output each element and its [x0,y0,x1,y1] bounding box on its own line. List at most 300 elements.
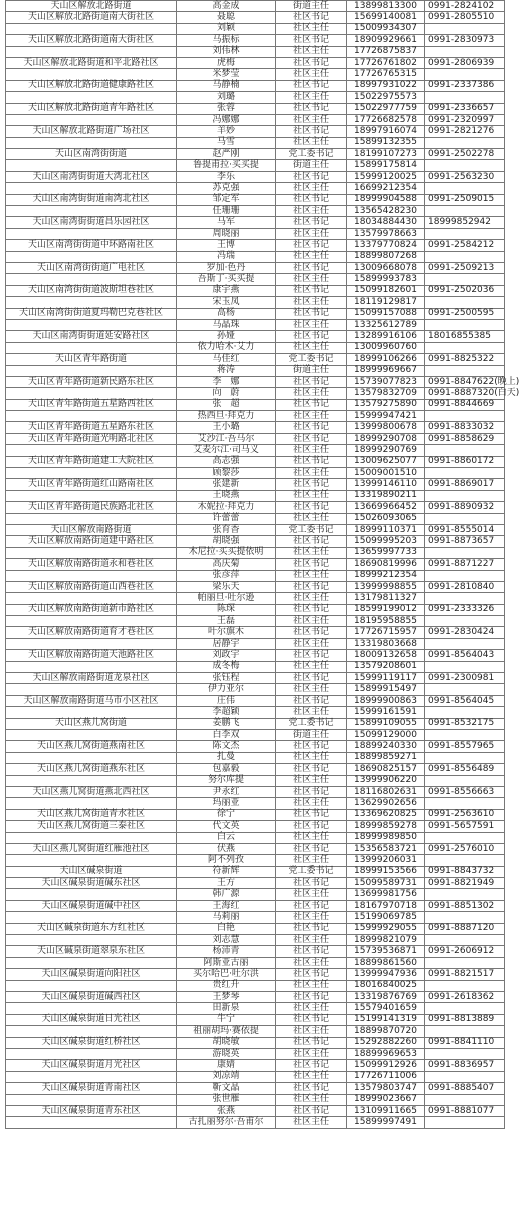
mobile-phone-cell: 13669966452 [347,502,425,513]
table-row [6,137,505,148]
office-phone-cell [425,980,505,991]
position-cell: 社区主任 [276,661,347,672]
office-phone-cell [425,1003,505,1014]
office-phone-cell [425,183,505,194]
office-phone-cell [425,935,505,946]
unit-name-cell [6,513,177,524]
office-phone-cell: 0991-8873657 [425,536,505,547]
person-name-cell: 艾沙江·吾马尔 [177,433,276,444]
mobile-phone-cell: 13579978663 [347,228,425,239]
office-phone-cell: 0991-2584212 [425,240,505,251]
person-name-cell: 高庆菊 [177,559,276,570]
table-row [6,365,505,376]
person-name-cell: 热西旦·拜克力 [177,411,276,422]
person-name-cell: 祖丽胡玛·赛依提 [177,1026,276,1037]
table-row [6,12,505,23]
contact-table [5,0,519,1129]
person-name-cell: 王磊 [177,616,276,627]
position-cell: 社区书记 [276,1060,347,1071]
position-cell: 党工委书记 [276,524,347,535]
person-name-cell: 张彦萍 [177,570,276,581]
office-phone-cell: 0991-8871227 [425,559,505,570]
mobile-phone-cell: 18999212354 [347,570,425,581]
table-row [6,832,505,843]
unit-name-cell [6,1117,177,1128]
table-row [6,650,505,661]
office-phone-cell: 0991-8841110 [425,1037,505,1048]
mobile-phone-cell: 18899861560 [347,957,425,968]
unit-name-cell: 天山区解放北路街道南大街社区 [6,12,177,23]
mobile-phone-cell: 18899807268 [347,251,425,262]
office-phone-cell [425,251,505,262]
position-cell: 社区主任 [276,388,347,399]
office-phone-cell [425,206,505,217]
position-cell: 社区书记 [276,103,347,114]
mobile-phone-cell: 18999904588 [347,194,425,205]
table-row [6,798,505,809]
office-phone-cell [425,798,505,809]
unit-name-cell [6,1003,177,1014]
office-phone-cell: 0991-2810840 [425,581,505,592]
position-cell: 社区主任 [276,1048,347,1059]
position-cell: 社区书记 [276,422,347,433]
position-cell: 社区书记 [276,80,347,91]
table-row [6,126,505,137]
position-cell: 社区书记 [276,764,347,775]
mobile-phone-cell: 18690825157 [347,764,425,775]
unit-name-cell: 天山区解放南路街道天池路社区 [6,650,177,661]
position-cell: 社区主任 [276,1071,347,1082]
position-cell: 社区书记 [276,695,347,706]
unit-name-cell [6,251,177,262]
unit-name-cell: 天山区燕儿窝街道红雁池社区 [6,843,177,854]
position-cell: 社区书记 [276,650,347,661]
office-phone-cell: 0991-8890932 [425,502,505,513]
office-phone-cell: 0991-2806939 [425,57,505,68]
unit-name-cell [6,1048,177,1059]
table-row [6,35,505,46]
position-cell: 社区书记 [276,536,347,547]
mobile-phone-cell: 15009001510 [347,468,425,479]
person-name-cell: 王方 [177,878,276,889]
person-name-cell: 扎曼 [177,752,276,763]
person-name-cell: 徐宁 [177,809,276,820]
unit-name-cell [6,798,177,809]
position-cell: 社区主任 [276,297,347,308]
office-phone-cell [425,1117,505,1128]
table-row [6,684,505,695]
table-row [6,843,505,854]
position-cell: 社区书记 [276,604,347,615]
mobile-phone-cell: 15739077823 [347,376,425,387]
position-cell: 社区书记 [276,627,347,638]
office-phone-cell [425,912,505,923]
office-phone-cell: 0991-2563230 [425,171,505,182]
position-cell: 社区主任 [276,638,347,649]
unit-name-cell [6,980,177,991]
table-row [6,695,505,706]
mobile-phone-cell: 15999947421 [347,411,425,422]
office-phone-cell [425,92,505,103]
office-phone-cell [425,468,505,479]
position-cell: 社区书记 [276,331,347,342]
unit-name-cell: 天山区解放北路街道健康路社区 [6,80,177,91]
position-cell: 社区主任 [276,206,347,217]
unit-name-cell: 天山区碱泉街道东方红社区 [6,923,177,934]
table-row [6,57,505,68]
office-phone-cell: 0991-2509213 [425,262,505,273]
table-row [6,183,505,194]
person-name-cell: 张钰程 [177,673,276,684]
office-phone-cell [425,570,505,581]
unit-name-cell: 天山区燕儿窝街道 [6,718,177,729]
mobile-phone-cell: 18899969653 [347,1048,425,1059]
unit-name-cell [6,935,177,946]
unit-name-cell [6,411,177,422]
person-name-cell: 鲁提甫拉·买买提 [177,160,276,171]
person-name-cell: 张世雁 [177,1094,276,1105]
office-phone-cell [425,69,505,80]
position-cell: 社区主任 [276,957,347,968]
person-name-cell: 阿不列孜 [177,855,276,866]
table-row [6,741,505,752]
position-cell: 社区书记 [276,878,347,889]
mobile-phone-cell: 13009960760 [347,342,425,353]
office-phone-cell [425,1048,505,1059]
position-cell: 社区书记 [276,376,347,387]
office-phone-cell: 0991-8860172 [425,456,505,467]
unit-name-cell: 天山区碱泉街道日光社区 [6,1014,177,1025]
table-row [6,206,505,217]
table-row [6,536,505,547]
unit-name-cell [6,616,177,627]
mobile-phone-cell: 18999969667 [347,365,425,376]
person-name-cell: 张 超 [177,399,276,410]
mobile-phone-cell: 18999106266 [347,354,425,365]
mobile-phone-cell: 18997916074 [347,126,425,137]
position-cell: 社区主任 [276,183,347,194]
person-name-cell: 李 娜 [177,376,276,387]
position-cell: 社区主任 [276,1026,347,1037]
office-phone-cell [425,365,505,376]
position-cell: 社区书记 [276,433,347,444]
person-name-cell: 孙娅 [177,331,276,342]
position-cell: 党工委书记 [276,354,347,365]
table-row [6,1026,505,1037]
unit-name-cell [6,92,177,103]
position-cell: 社区书记 [276,673,347,684]
person-name-cell: 任珊珊 [177,206,276,217]
position-cell: 党工委书记 [276,149,347,160]
position-cell: 社区书记 [276,35,347,46]
mobile-phone-cell: 15009934307 [347,23,425,34]
mobile-phone-cell: 15899997491 [347,1117,425,1128]
office-phone-cell: 0991-8869017 [425,479,505,490]
mobile-phone-cell: 15999929055 [347,923,425,934]
person-name-cell: 伊力亚尔 [177,684,276,695]
position-cell: 社区主任 [276,707,347,718]
office-phone-cell: 0991-2509015 [425,194,505,205]
table-row [6,114,505,125]
table-row [6,673,505,684]
mobile-phone-cell: 15999120025 [347,171,425,182]
mobile-phone-cell: 18899859271 [347,752,425,763]
unit-name-cell: 天山区青年路街道建工大院社区 [6,456,177,467]
table-row [6,604,505,615]
office-phone-cell: 0991-2337386 [425,80,505,91]
unit-name-cell: 天山区碱泉街道碱西社区 [6,991,177,1002]
mobile-phone-cell: 13009625077 [347,456,425,467]
position-cell: 社区主任 [276,832,347,843]
mobile-phone-cell: 13999947936 [347,969,425,980]
person-name-cell: 刘璐 [177,92,276,103]
table-row [6,422,505,433]
mobile-phone-cell: 15099157088 [347,308,425,319]
unit-name-cell [6,468,177,479]
table-row [6,171,505,182]
mobile-phone-cell: 15739536871 [347,946,425,957]
mobile-phone-cell: 13319876769 [347,991,425,1002]
office-phone-cell [425,274,505,285]
mobile-phone-cell: 18119129817 [347,297,425,308]
office-phone-cell [425,490,505,501]
person-name-cell: 张燕 [177,1105,276,1116]
position-cell: 社区书记 [276,285,347,296]
person-name-cell: 吾斯丁·买买提 [177,274,276,285]
unit-name-cell: 天山区碱泉街道月光社区 [6,1060,177,1071]
table-row [6,445,505,456]
person-name-cell: 马军 [177,217,276,228]
position-cell: 社区书记 [276,502,347,513]
position-cell: 社区书记 [276,1037,347,1048]
mobile-phone-cell: 13699981756 [347,889,425,900]
unit-name-cell [6,46,177,57]
unit-name-cell [6,388,177,399]
position-cell: 社区主任 [276,889,347,900]
person-name-cell: 靳文晶 [177,1083,276,1094]
mobile-phone-cell: 17726711006 [347,1071,425,1082]
person-name-cell: 白云 [177,832,276,843]
office-phone-cell: 0991-2830424 [425,627,505,638]
unit-name-cell: 天山区解放北路街道 [6,1,177,12]
position-cell: 社区书记 [276,194,347,205]
mobile-phone-cell: 15899109055 [347,718,425,729]
office-phone-cell [425,1094,505,1105]
mobile-phone-cell: 13999800678 [347,422,425,433]
person-name-cell: 姜鹏飞 [177,718,276,729]
person-name-cell: 白李双 [177,730,276,741]
position-cell: 社区书记 [276,57,347,68]
table-row [6,730,505,741]
table-row [6,160,505,171]
mobile-phone-cell: 13629902656 [347,798,425,809]
mobile-phone-cell: 13319803668 [347,638,425,649]
table-row [6,502,505,513]
mobile-phone-cell: 18899870720 [347,1026,425,1037]
mobile-phone-cell: 15999119117 [347,673,425,684]
table-row [6,912,505,923]
person-name-cell: 高金成 [177,1,276,12]
mobile-phone-cell: 15356583721 [347,843,425,854]
unit-name-cell: 天山区南湾街街道中环路南社区 [6,240,177,251]
table-row [6,194,505,205]
person-name-cell: 古扎丽努尔·吾甫尔 [177,1117,276,1128]
person-name-cell: 高志强 [177,456,276,467]
office-phone-cell: 0991-2563610 [425,809,505,820]
mobile-phone-cell: 13319890211 [347,490,425,501]
unit-name-cell [6,957,177,968]
mobile-phone-cell: 18999900863 [347,695,425,706]
mobile-phone-cell: 18999859278 [347,821,425,832]
mobile-phone-cell: 18199107273 [347,149,425,160]
person-name-cell: 成冬梅 [177,661,276,672]
table-row [6,923,505,934]
table-row [6,661,505,672]
person-name-cell: 帕丽旦·吐尔逊 [177,593,276,604]
office-phone-cell: 0991-2300981 [425,673,505,684]
unit-name-cell: 天山区南湾街街道广电社区 [6,262,177,273]
table-row [6,1037,505,1048]
table-row [6,319,505,330]
mobile-phone-cell: 15022975573 [347,92,425,103]
unit-name-cell: 天山区南湾街街道波斯坦巷社区 [6,285,177,296]
person-name-cell: 张蓉 [177,103,276,114]
mobile-phone-cell: 15099995203 [347,536,425,547]
person-name-cell: 虎梅 [177,57,276,68]
mobile-phone-cell: 15199069785 [347,912,425,923]
office-phone-cell: 0991-2333326 [425,604,505,615]
office-phone-cell: 0991-8885407 [425,1083,505,1094]
mobile-phone-cell: 18167970718 [347,900,425,911]
unit-name-cell: 天山区碱泉街道向阳社区 [6,969,177,980]
unit-name-cell [6,547,177,558]
position-cell: 社区主任 [276,490,347,501]
office-phone-cell: 0991-8813889 [425,1014,505,1025]
person-name-cell: 买尔哈巴·吐尔洪 [177,969,276,980]
table-row [6,718,505,729]
person-name-cell: 康宇燕 [177,285,276,296]
position-cell: 社区主任 [276,92,347,103]
mobile-phone-cell: 13579275890 [347,399,425,410]
mobile-phone-cell: 15999161591 [347,707,425,718]
office-phone-cell: 0991-8858629 [425,433,505,444]
person-name-cell: 木尼拉·买买提依明 [177,547,276,558]
table-row [6,593,505,604]
person-name-cell: 李超颖 [177,707,276,718]
position-cell: 社区书记 [276,399,347,410]
mobile-phone-cell: 18016840025 [347,980,425,991]
person-name-cell: 阿斯亚古丽 [177,957,276,968]
unit-name-cell: 天山区碱泉街道 [6,866,177,877]
table-row [6,1117,505,1128]
table-row [6,217,505,228]
person-name-cell: 伏燕 [177,843,276,854]
unit-name-cell: 天山区解放南路街道龙泉社区 [6,673,177,684]
office-phone-cell: 0991-5657591 [425,821,505,832]
person-name-cell: 依力哈木·艾力 [177,342,276,353]
person-name-cell: 贵红升 [177,980,276,991]
unit-name-cell: 天山区燕儿窝街道青水社区 [6,809,177,820]
unit-name-cell: 天山区碱泉街道碱东社区 [6,878,177,889]
person-name-cell: 冯娜娜 [177,114,276,125]
office-phone-cell [425,411,505,422]
person-name-cell: 高杨 [177,308,276,319]
office-phone-cell [425,1071,505,1082]
position-cell: 社区书记 [276,171,347,182]
mobile-phone-cell: 18999110371 [347,524,425,535]
person-name-cell: 陈琛 [177,604,276,615]
unit-name-cell [6,319,177,330]
office-phone-cell: 0991-8847622(晚上) [425,376,505,387]
office-phone-cell [425,855,505,866]
unit-name-cell [6,297,177,308]
position-cell: 社区主任 [276,342,347,353]
unit-name-cell: 天山区解放北路街道和平北路社区 [6,57,177,68]
position-cell: 社区主任 [276,114,347,125]
position-cell: 社区书记 [276,479,347,490]
unit-name-cell [6,228,177,239]
mobile-phone-cell: 13579208601 [347,661,425,672]
mobile-phone-cell: 16699212354 [347,183,425,194]
office-phone-cell: 0991-2502278 [425,149,505,160]
person-name-cell: 马佳红 [177,354,276,365]
table-row [6,1060,505,1071]
mobile-phone-cell: 18034884430 [347,217,425,228]
table-row [6,855,505,866]
table-body [6,0,519,1129]
office-phone-cell: 0991-2821276 [425,126,505,137]
position-cell: 社区书记 [276,12,347,23]
unit-name-cell: 天山区碱泉街道碱中社区 [6,900,177,911]
office-phone-cell [425,23,505,34]
table-row [6,957,505,968]
table-row [6,149,505,160]
position-cell: 社区主任 [276,980,347,991]
table-row [6,991,505,1002]
table-row [6,1003,505,1014]
position-cell: 社区书记 [276,821,347,832]
office-phone-cell [425,137,505,148]
person-name-cell: 居静宇 [177,638,276,649]
office-phone-cell: 18016855385 [425,331,505,342]
person-name-cell: 庄伟 [177,695,276,706]
position-cell: 社区主任 [276,798,347,809]
position-cell: 社区主任 [276,935,347,946]
unit-name-cell: 天山区解放北路街道南大街社区 [6,35,177,46]
position-cell: 社区主任 [276,228,347,239]
unit-name-cell [6,730,177,741]
unit-name-cell [6,490,177,501]
person-name-cell: 张育香 [177,524,276,535]
person-name-cell: 王晓燕 [177,490,276,501]
office-phone-cell [425,297,505,308]
position-cell: 社区主任 [276,616,347,627]
mobile-phone-cell: 15199141319 [347,1014,425,1025]
table-row [6,46,505,57]
mobile-phone-cell: 13369620825 [347,809,425,820]
office-phone-cell: 0991-2618362 [425,991,505,1002]
position-cell: 社区主任 [276,46,347,57]
table-row [6,251,505,262]
position-cell: 社区书记 [276,900,347,911]
table-row [6,616,505,627]
person-name-cell: 马静楠 [177,80,276,91]
office-phone-cell [425,957,505,968]
table-row [6,1083,505,1094]
position-cell: 社区书记 [276,581,347,592]
unit-name-cell [6,707,177,718]
table-row [6,80,505,91]
